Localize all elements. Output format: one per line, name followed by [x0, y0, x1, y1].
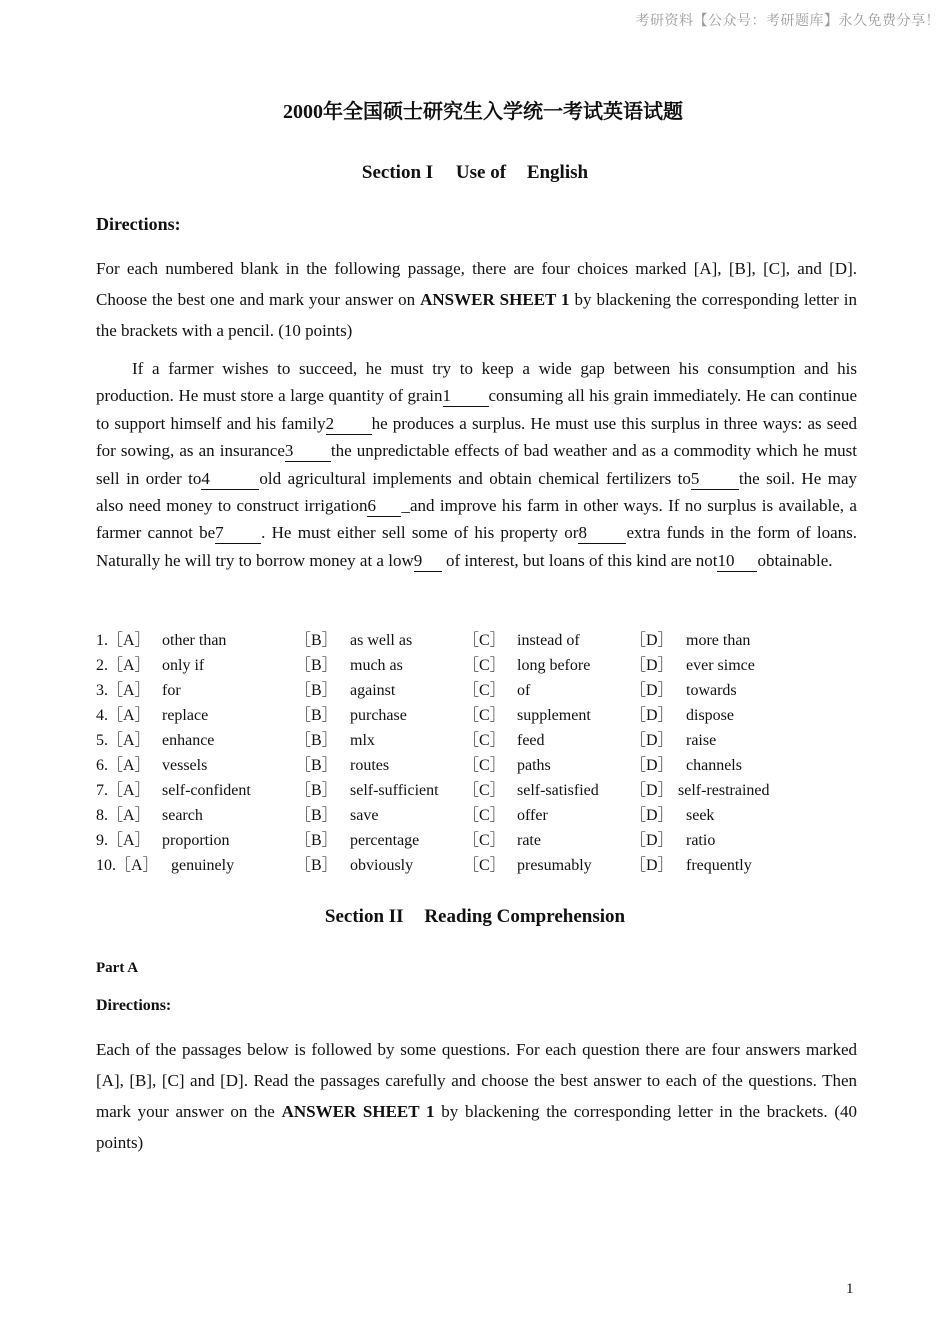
option-letter-a: ［A］: [107, 682, 151, 699]
cloze-blank: 2: [326, 414, 372, 435]
page-number: 1: [846, 1281, 854, 1297]
option-text-d: ratio: [686, 832, 716, 849]
option-text-d: self-restrained: [678, 782, 770, 799]
option-text-b: as well as: [350, 632, 413, 649]
answer-sheet-emphasis: ANSWER SHEET 1: [420, 290, 570, 309]
option-letter-c: ［C］: [463, 707, 506, 724]
option-letter-b: ［B］: [295, 732, 338, 749]
option-letter-d: ［D］: [630, 782, 674, 799]
option-text-c: of: [517, 682, 531, 699]
option-letter-b: ［B］: [295, 632, 338, 649]
option-text-b: obviously: [350, 857, 414, 874]
option-letter-c: ［C］: [463, 832, 506, 849]
question-number: 7.: [96, 782, 108, 799]
directions-text-post: by blackening the corresponding letter in the brackets with a pencil. (10 points): [96, 290, 858, 340]
passage-text: _and improve his farm in other ways. If no surplus is available, a farmer cannot be: [96, 496, 857, 543]
option-text-d: towards: [686, 682, 737, 699]
answer-sheet-emphasis: ANSWER SHEET 1: [281, 1102, 435, 1121]
option-text-b: mlx: [350, 732, 375, 749]
cloze-blank: 6: [367, 496, 401, 517]
question-number: 6.: [96, 757, 108, 774]
option-text-c: presumably: [517, 857, 592, 874]
option-letter-c: ［C］: [463, 757, 506, 774]
cloze-blank: 7: [215, 523, 261, 544]
option-letter-c: ［C］: [463, 807, 506, 824]
passage-text: the unpredictable effects of bad weather and as a commodity which he must sell in order to: [96, 441, 858, 488]
option-letter-b: ［B］: [295, 707, 338, 724]
question-number: 10.: [96, 857, 116, 874]
passage-text: obtainable.: [757, 550, 833, 570]
option-text-d: channels: [686, 757, 742, 774]
directions2-heading: Directions:: [96, 997, 172, 1014]
option-letter-d: ［D］: [630, 682, 674, 699]
part-a-heading: Part A: [96, 960, 139, 976]
option-letter-a: ［A］: [107, 632, 151, 649]
option-text-b: percentage: [350, 832, 420, 849]
option-letter-a: ［A］: [107, 732, 151, 749]
directions-heading: Directions:: [96, 214, 181, 234]
option-text-c: long before: [517, 657, 591, 674]
section1-name2: English: [526, 162, 589, 183]
option-letter-b: ［B］: [295, 682, 338, 699]
passage-text: If a farmer wishes to succeed, he must try to keep a wide gap between his consumption and his production. He must store a large quantity of grain: [96, 359, 857, 406]
option-letter-b: ［B］: [295, 657, 338, 674]
passage-text: the soil. He may also need money to construct irrigation: [96, 468, 858, 516]
option-text-d: seek: [686, 807, 715, 824]
question-number: 2.: [96, 657, 108, 674]
option-letter-c: ［C］: [463, 782, 506, 799]
option-text-d: more than: [686, 632, 751, 649]
option-text-c: self-satisfied: [517, 782, 599, 799]
section1-name: Use of: [455, 162, 507, 183]
option-text-a: for: [162, 682, 181, 699]
passage-text: consuming all his grain immediately. He can continue to support himself and his family: [96, 386, 857, 433]
cloze-blank: 3: [285, 441, 331, 462]
option-text-a: vessels: [162, 757, 208, 774]
option-letter-b: ［B］: [295, 807, 338, 824]
option-letter-b: ［B］: [295, 832, 338, 849]
option-text-b: much as: [350, 657, 403, 674]
directions-text-pre: For each numbered blank in the following passage, there are four choices marked [A], [B], [C], and [D]. Choose the best one and mark your answer on: [96, 259, 857, 309]
option-text-c: paths: [517, 757, 551, 774]
option-text-d: ever simce: [686, 657, 755, 674]
option-text-a: other than: [162, 632, 227, 649]
option-text-a: self-confident: [162, 782, 251, 799]
option-letter-d: ［D］: [630, 657, 674, 674]
option-text-d: raise: [686, 732, 717, 749]
cloze-blank: 5: [691, 469, 739, 490]
option-text-d: frequently: [686, 857, 752, 874]
section1-label: Section I: [361, 162, 434, 183]
section1-heading: [0, 162, 950, 184]
cloze-blank: 4: [201, 469, 259, 490]
option-letter-d: ［D］: [630, 632, 674, 649]
passage-text: of interest, but loans of this kind are not: [441, 550, 718, 570]
option-text-b: routes: [350, 757, 390, 774]
section2-name: Reading Comprehension: [424, 906, 626, 927]
option-letter-d: ［D］: [630, 807, 674, 824]
option-letter-c: ［C］: [463, 632, 506, 649]
directions-text: [96, 253, 857, 346]
question-number: 1.: [96, 632, 108, 649]
passage-text: . He must either sell some of his property or: [261, 523, 579, 543]
option-text-a: search: [162, 807, 203, 824]
cloze-blank: 10: [717, 551, 757, 572]
question-number: 5.: [96, 732, 108, 749]
option-letter-b: ［B］: [295, 782, 338, 799]
option-letter-c: ［C］: [463, 732, 506, 749]
option-letter-d: ［D］: [630, 757, 674, 774]
question-number: 4.: [96, 707, 108, 724]
option-letter-d: ［D］: [630, 857, 674, 874]
option-letter-d: ［D］: [630, 832, 674, 849]
cloze-blank: 1: [443, 386, 489, 407]
option-text-c: feed: [517, 732, 545, 749]
option-text-c: rate: [517, 832, 541, 849]
option-letter-a: ［A］: [115, 857, 159, 874]
option-letter-c: ［C］: [463, 682, 506, 699]
option-letter-b: ［B］: [295, 757, 338, 774]
passage-text: he produces a surplus. He must use this surplus in three ways: as seed for sowing, as an insurance: [96, 413, 857, 461]
option-letter-a: ［A］: [107, 657, 151, 674]
option-text-b: against: [350, 682, 396, 699]
option-letter-d: ［D］: [630, 732, 674, 749]
option-text-a: enhance: [162, 732, 215, 749]
cloze-blank: 8: [578, 523, 626, 544]
option-text-a: only if: [162, 657, 205, 674]
question-number: 8.: [96, 807, 108, 824]
option-text-c: supplement: [517, 707, 591, 724]
passage-text: old agricultural implements and obtain chemical fertilizers to: [259, 468, 691, 488]
directions2-text: [96, 1034, 857, 1158]
option-letter-d: ［D］: [630, 707, 674, 724]
question-number: 9.: [96, 832, 108, 849]
directions2-text-pre: Each of the passages below is followed by some questions. For each question there are four answers marked [A], [B], [C] and [D]. Read the passages carefully and choose the best answer to each of the questions. Then mark your answer on the: [96, 1040, 857, 1121]
directions2-text-post: by blackening the corresponding letter in the brackets. (40 points): [96, 1102, 857, 1152]
option-text-c: offer: [517, 807, 548, 824]
option-text-a: replace: [162, 707, 209, 724]
option-text-d: dispose: [686, 707, 734, 724]
option-text-c: instead of: [517, 632, 580, 649]
option-letter-a: ［A］: [107, 832, 151, 849]
section2-heading: [0, 906, 950, 928]
cloze-passage: [96, 355, 857, 574]
cloze-blank: 9: [414, 551, 442, 572]
watermark: 考研资料【公众号：考研题库】永久免费分享！: [635, 13, 940, 29]
passage-text: extra funds in the form of loans. Naturally he will try to borrow money at a low: [96, 523, 857, 570]
section2-label: Section II: [324, 906, 404, 927]
option-text-b: self-sufficient: [350, 782, 439, 799]
option-text-b: purchase: [350, 707, 407, 724]
option-letter-b: ［B］: [295, 857, 338, 874]
option-letter-a: ［A］: [107, 807, 151, 824]
option-text-a: proportion: [162, 832, 230, 849]
question-number: 3.: [96, 682, 108, 699]
option-text-a: genuinely: [171, 857, 235, 874]
option-letter-a: ［A］: [107, 782, 151, 799]
option-letter-c: ［C］: [463, 657, 506, 674]
option-letter-c: ［C］: [463, 857, 506, 874]
option-text-b: save: [350, 807, 379, 824]
option-letter-a: ［A］: [107, 707, 151, 724]
option-letter-a: ［A］: [107, 757, 151, 774]
page-title: 2000年全国硕士研究生入学统一考试英语试题: [283, 101, 683, 123]
